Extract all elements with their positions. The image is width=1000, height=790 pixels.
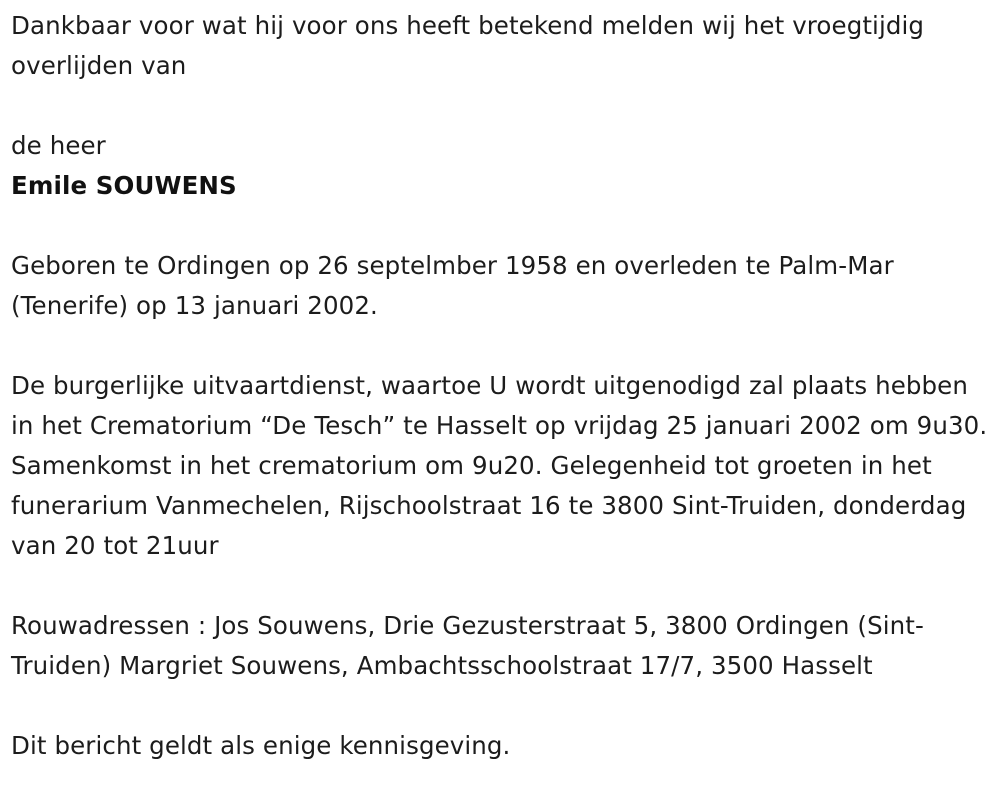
closing-text: Dit bericht geldt als enige kennisgeving.	[11, 731, 511, 760]
spacer	[11, 686, 996, 726]
spacer	[11, 206, 996, 246]
deceased-name: Emile SOUWENS	[11, 171, 237, 200]
spacer	[11, 566, 996, 606]
spacer	[11, 326, 996, 366]
intro-text: Dankbaar voor wat hij voor ons heeft betekend melden wij het vroegtijdig overlijden van	[11, 11, 925, 80]
death-notice	[11, 6, 996, 766]
mourning-addresses-text: Rouwadressen : Jos Souwens, Drie Gezusterstraat 5, 3800 Ordingen (Sint-Truiden) Margriet Souwens, Ambachtsschoolstraat 17/7, 3500 Hasselt	[11, 611, 924, 680]
birth-death-text: Geboren te Ordingen op 26 septelmber 1958 en overleden te Palm-Mar (Tenerife) op 13 januari 2002.	[11, 251, 894, 320]
spacer	[11, 86, 996, 126]
ceremony-text: De burgerlijke uitvaartdienst, waartoe U wordt uitgenodigd zal plaats hebben in het Crematorium “De Tesch” te Hasselt op vrijdag 25 januari 2002 om 9u30. Samenkomst in het crematorium om 9u20. Gelegenheid tot groeten in het funerarium Vanmechelen, Rijschoolstraat 16 te 3800 Sint-Truiden, donderdag van 20 tot 21uur	[11, 371, 988, 560]
honorific-text: de heer	[11, 131, 106, 160]
